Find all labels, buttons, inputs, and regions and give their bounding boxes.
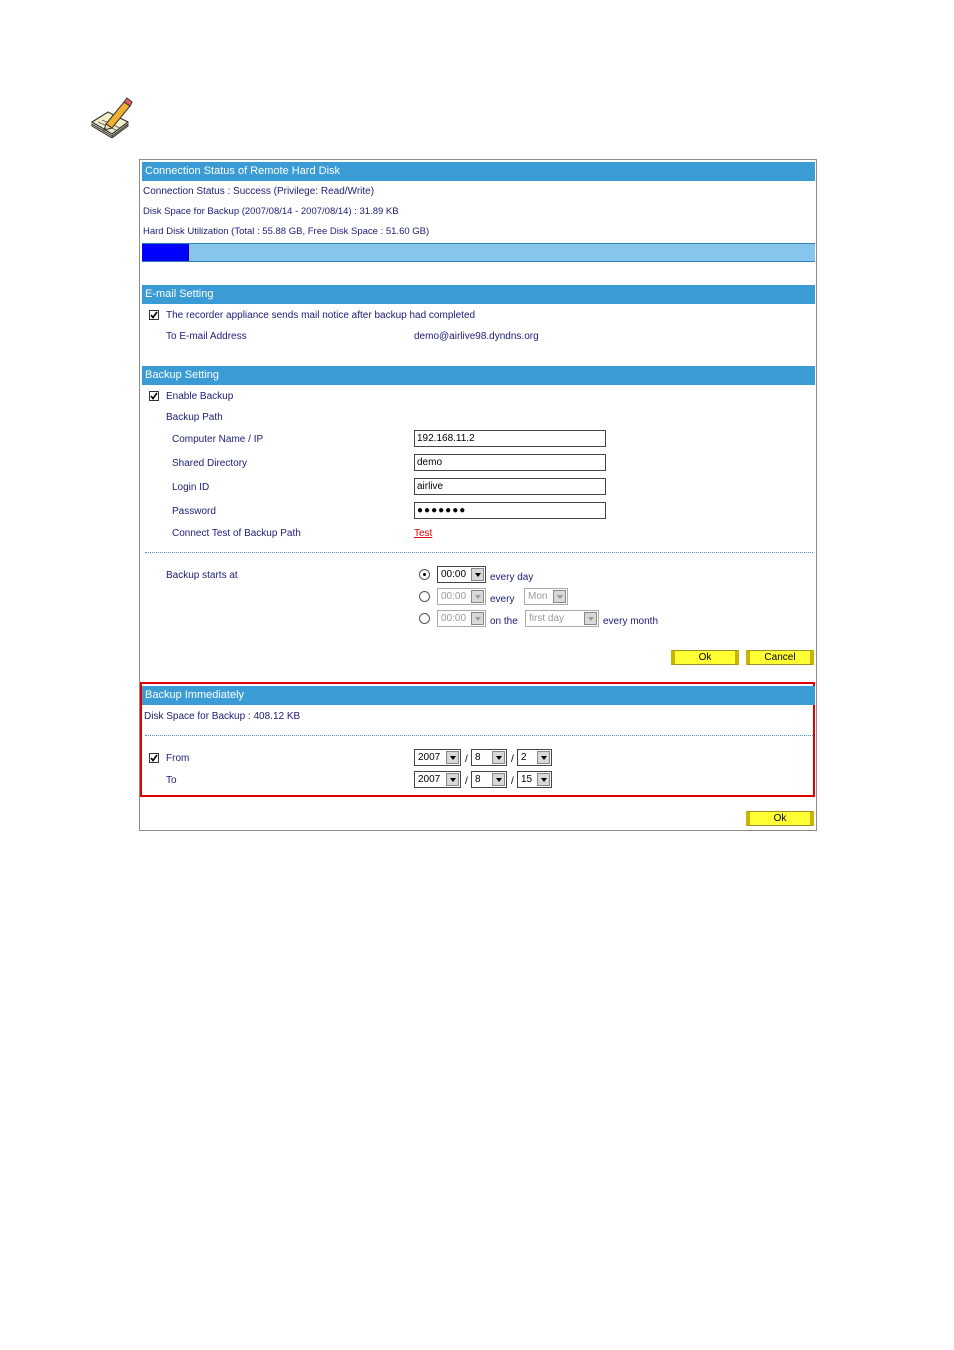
date-separator: / — [465, 754, 468, 765]
from-label: From — [166, 753, 190, 764]
chevron-down-icon — [471, 568, 484, 581]
password-label: Password — [172, 506, 216, 517]
chevron-down-icon — [492, 773, 505, 786]
on-the-text: on the — [490, 616, 518, 627]
backup-starts-label: Backup starts at — [166, 570, 238, 581]
divider — [145, 552, 813, 553]
chevron-down-icon — [492, 751, 505, 764]
date-separator: / — [511, 776, 514, 787]
monthly-day-select[interactable]: first day — [525, 610, 599, 627]
chevron-down-icon — [553, 590, 566, 603]
connection-status-header: Connection Status of Remote Hard Disk — [142, 162, 815, 181]
immediate-ok-button[interactable]: Ok — [746, 811, 814, 826]
chevron-down-icon — [446, 751, 459, 764]
email-address-label: To E-mail Address — [166, 331, 247, 342]
every-month-text: every month — [603, 616, 659, 627]
check-icon — [150, 754, 158, 762]
from-day-select[interactable]: 2 — [517, 749, 552, 766]
mail-notice-checkbox[interactable] — [149, 310, 159, 320]
enable-backup-label: Enable Backup — [166, 391, 234, 402]
check-icon — [150, 311, 158, 319]
chevron-down-icon — [471, 612, 484, 625]
utilization-bar-fill — [142, 244, 189, 261]
radio-every-day[interactable] — [419, 569, 430, 580]
divider — [145, 735, 813, 736]
cancel-button[interactable]: Cancel — [746, 650, 814, 665]
email-setting-header: E-mail Setting — [142, 285, 815, 304]
email-address-value: demo@airlive98.dyndns.org — [414, 331, 539, 342]
shared-directory-label: Shared Directory — [172, 458, 248, 469]
chevron-down-icon — [537, 773, 550, 786]
daily-time-select[interactable]: 00:00 — [437, 566, 486, 583]
test-link[interactable]: Test — [414, 528, 433, 539]
date-separator: / — [465, 776, 468, 787]
mail-notice-label: The recorder appliance sends mail notice after backup had completed — [166, 310, 476, 321]
immediate-disk-space: Disk Space for Backup : 408.12 KB — [144, 711, 301, 722]
weekly-time-select[interactable]: 00:00 — [437, 588, 486, 605]
to-month-select[interactable]: 8 — [471, 771, 507, 788]
enable-backup-checkbox[interactable] — [149, 391, 159, 401]
to-day-select[interactable]: 15 — [517, 771, 552, 788]
backup-panel — [139, 159, 817, 831]
from-checkbox[interactable] — [149, 753, 159, 763]
from-year-select[interactable]: 2007 — [414, 749, 461, 766]
radio-every-week[interactable] — [419, 591, 430, 602]
login-id-input[interactable] — [414, 478, 606, 495]
check-icon — [150, 392, 158, 400]
monthly-time-select[interactable]: 00:00 — [437, 610, 486, 627]
chevron-down-icon — [537, 751, 550, 764]
every-day-text: every day — [490, 572, 534, 583]
utilization-bar — [142, 243, 815, 262]
computer-name-input[interactable] — [414, 430, 606, 447]
computer-name-label: Computer Name / IP — [172, 434, 264, 445]
chevron-down-icon — [471, 590, 484, 603]
hard-disk-utilization: Hard Disk Utilization (Total : 55.88 GB, Free Disk Space : 51.60 GB) — [143, 226, 430, 237]
backup-path-label: Backup Path — [166, 412, 223, 423]
weekly-day-select[interactable]: Mon — [524, 588, 568, 605]
disk-space-for-backup: Disk Space for Backup (2007/08/14 - 2007/08/14) : 31.89 KB — [143, 206, 399, 217]
privilege-value: Read/Write — [320, 186, 371, 197]
connect-test-label: Connect Test of Backup Path — [172, 528, 301, 539]
chevron-down-icon — [584, 612, 597, 625]
to-label: To — [166, 775, 177, 786]
note-pencil-icon — [88, 96, 134, 138]
password-input[interactable]: ●●●●●●● — [414, 502, 606, 519]
to-year-select[interactable]: 2007 — [414, 771, 461, 788]
from-month-select[interactable]: 8 — [471, 749, 507, 766]
backup-immediately-header: Backup Immediately — [142, 686, 815, 705]
connection-status-text: Connection Status : Success (Privilege: Read/Write) — [143, 186, 375, 197]
backup-setting-header: Backup Setting — [142, 366, 815, 385]
date-separator: / — [511, 754, 514, 765]
ok-button[interactable]: Ok — [671, 650, 739, 665]
radio-every-month[interactable] — [419, 613, 430, 624]
every-text: every — [490, 594, 515, 605]
login-id-label: Login ID — [172, 482, 210, 493]
chevron-down-icon — [446, 773, 459, 786]
shared-directory-input[interactable] — [414, 454, 606, 471]
